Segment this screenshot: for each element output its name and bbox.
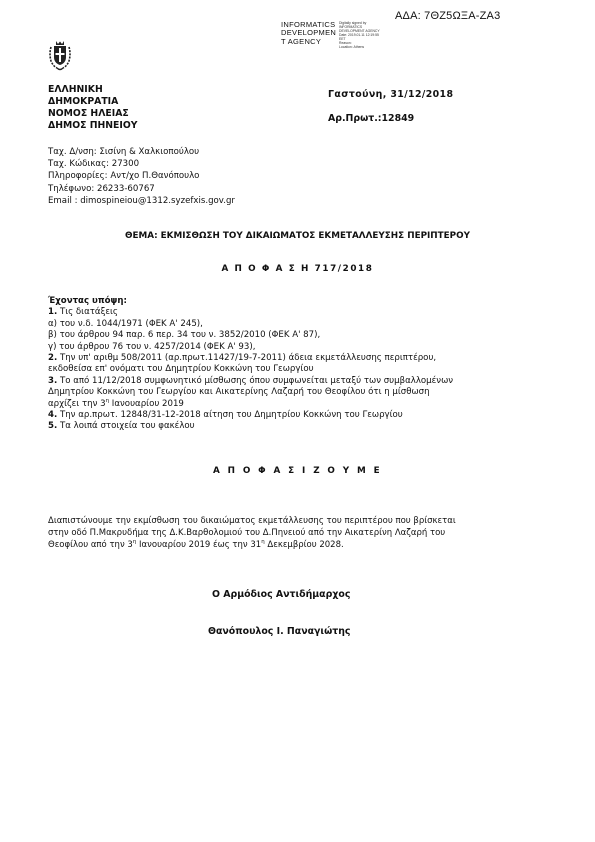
list-item: γ) του άρθρου 76 του ν. 4257/2014 (ΦΕΚ Α' 93), [48,341,256,352]
body-text: Δεκεμβρίου 2028. [264,540,344,550]
org-line: ΕΛΛΗΝΙΚΗ [48,84,103,95]
item-text: Τα λοιπά στοιχεία του φακέλου [57,421,195,432]
list-item-cont: εκδοθείσα επ' ονόματι του Δημητρίου Κοκκώνη του Γεωργίου [48,364,314,375]
signature-stamp-line: Date: 2019.01.11 12:19:55 [339,33,379,37]
contact-address: Ταχ. Δ/νση: Σισίνη & Χαλκιοπούλου [48,147,200,157]
contact-info: Πληροφορίες: Αντ/χο Π.Θανόπουλο [48,171,200,182]
item-number: 5. [48,421,58,432]
ida-line: T AGENCY [281,36,322,46]
signature-stamp-line: Digitally signed by [339,21,367,25]
item-text: Την υπ' αριθμ 508/2011 (αρ.πρωτ.11427/19-7-2011) άδεια εκμετάλλευσης περιπτέρου, [57,353,437,364]
list-item: α) του ν.δ. 1044/1971 (ΦΕΚ Α' 245), [48,318,203,329]
contact-phone: Τηλέφωνο: 26233-60767 [48,183,155,194]
item-number: 1. [48,307,58,318]
decision-title: Α Π Ο Φ Α Σ Η 717/2018 [221,264,374,274]
greek-emblem-icon [47,40,73,72]
contact-email: Email : dimospineiou@1312.syzefxis.gov.gr [48,195,235,206]
list-item-cont [48,399,548,410]
signature-stamp-line: EET [339,37,346,41]
superscript: η [105,397,110,404]
contact-postal: Ταχ. Κώδικας: 27300 [48,159,140,170]
body-line: στην οδό Π.Μακρυδήμα της Δ.Κ.Βαρθολομιού του Δ.Πηνειού από την Αικατερίνη Λαζαρή του [48,528,446,538]
considering-section [48,296,548,433]
list-item: β) του άρθρου 94 παρ. 6 περ. 34 του ν. 3852/2010 (ΦΕΚ Α' 87), [48,330,321,341]
body-line [48,539,548,551]
document-date: Γαστούνη, 31/12/2018 [328,89,454,100]
list-item-cont: Δημητρίου Κοκκώνη του Γεωργίου και Αικατερίνης Λαζαρή του Θεοφίλου ότι η μίσθωση [48,387,430,398]
item-text: Ιανουαρίου 2019 [109,398,184,409]
list-item [48,376,548,387]
digital-signature-stamp [339,21,380,49]
issuing-authority [48,84,138,132]
superscript: η [261,539,265,546]
org-line: ΔΗΜΟΣ ΠΗΝΕΙΟΥ [48,120,138,131]
signature-stamp-line: DEVELOPMENT AGENCY [339,29,380,33]
item-text: αρχίζει την 3 [48,398,106,409]
item-text: Την αρ.πρωτ. 12848/31-12-2018 αίτηση του Δημητρίου Κοκκώνη του Γεωργίου [57,410,403,421]
item-number: 4. [48,410,58,421]
ida-line: INFORMATICS [281,20,336,29]
list-item [48,421,548,432]
signature-stamp-line: Location: Athens [339,45,365,49]
item-text: Το από 11/12/2018 συμφωνητικό μίσθωσης όπου συμφωνείται μεταξύ των συμβαλλομένων [57,375,454,386]
item-number: 3. [48,375,58,386]
decision-body [48,515,548,551]
signature-stamp-line: INFORMATICS [339,25,363,29]
signatory-role: Ο Αρμόδιος Αντιδήμαρχος [212,589,351,600]
protocol-number: Αρ.Πρωτ.:12849 [328,113,415,124]
list-item [48,307,548,318]
signatory-name: Θανόπουλος Ι. Παναγιώτης [208,626,351,637]
ada-code: ΑΔΑ: 7ΘΖ5ΩΞΑ-ΖΑ3 [395,10,501,22]
superscript: η [132,539,137,546]
ida-line: DEVELOPMEN [281,28,337,38]
body-text: Ιανουαρίου 2019 έως την 31 [136,540,262,550]
contact-block [48,146,235,207]
decide-title: Α Π Ο Φ Α Σ Ι Ζ Ο Υ Μ Ε [212,466,383,476]
considering-header: Έχοντας υπόψη: [48,296,127,306]
item-text: Τις διατάξεις [57,307,118,318]
item-number: 2. [48,353,58,364]
list-item [48,410,548,421]
ida-logo-text [281,21,336,46]
body-line: Διαπιστώνουμε την εκμίσθωση του δικαιώματος εκμετάλλευσης του περιπτέρου που βρίσκεται [48,516,456,526]
document-subject: ΘΕΜΑ: ΕΚΜΙΣΘΩΣΗ ΤΟΥ ΔΙΚΑΙΩΜΑΤΟΣ ΕΚΜΕΤΑΛΛΕΥΣΗΣ ΠΕΡΙΠΤΕΡΟΥ [125,231,470,241]
org-line: ΔΗΜΟΚΡΑΤΙΑ [48,96,119,107]
signature-stamp-line: Reason: [339,41,352,45]
body-text: Θεοφίλου από την 3 [48,540,133,550]
list-item [48,353,548,364]
org-line: ΝΟΜΟΣ ΗΛΕΙΑΣ [48,108,129,119]
